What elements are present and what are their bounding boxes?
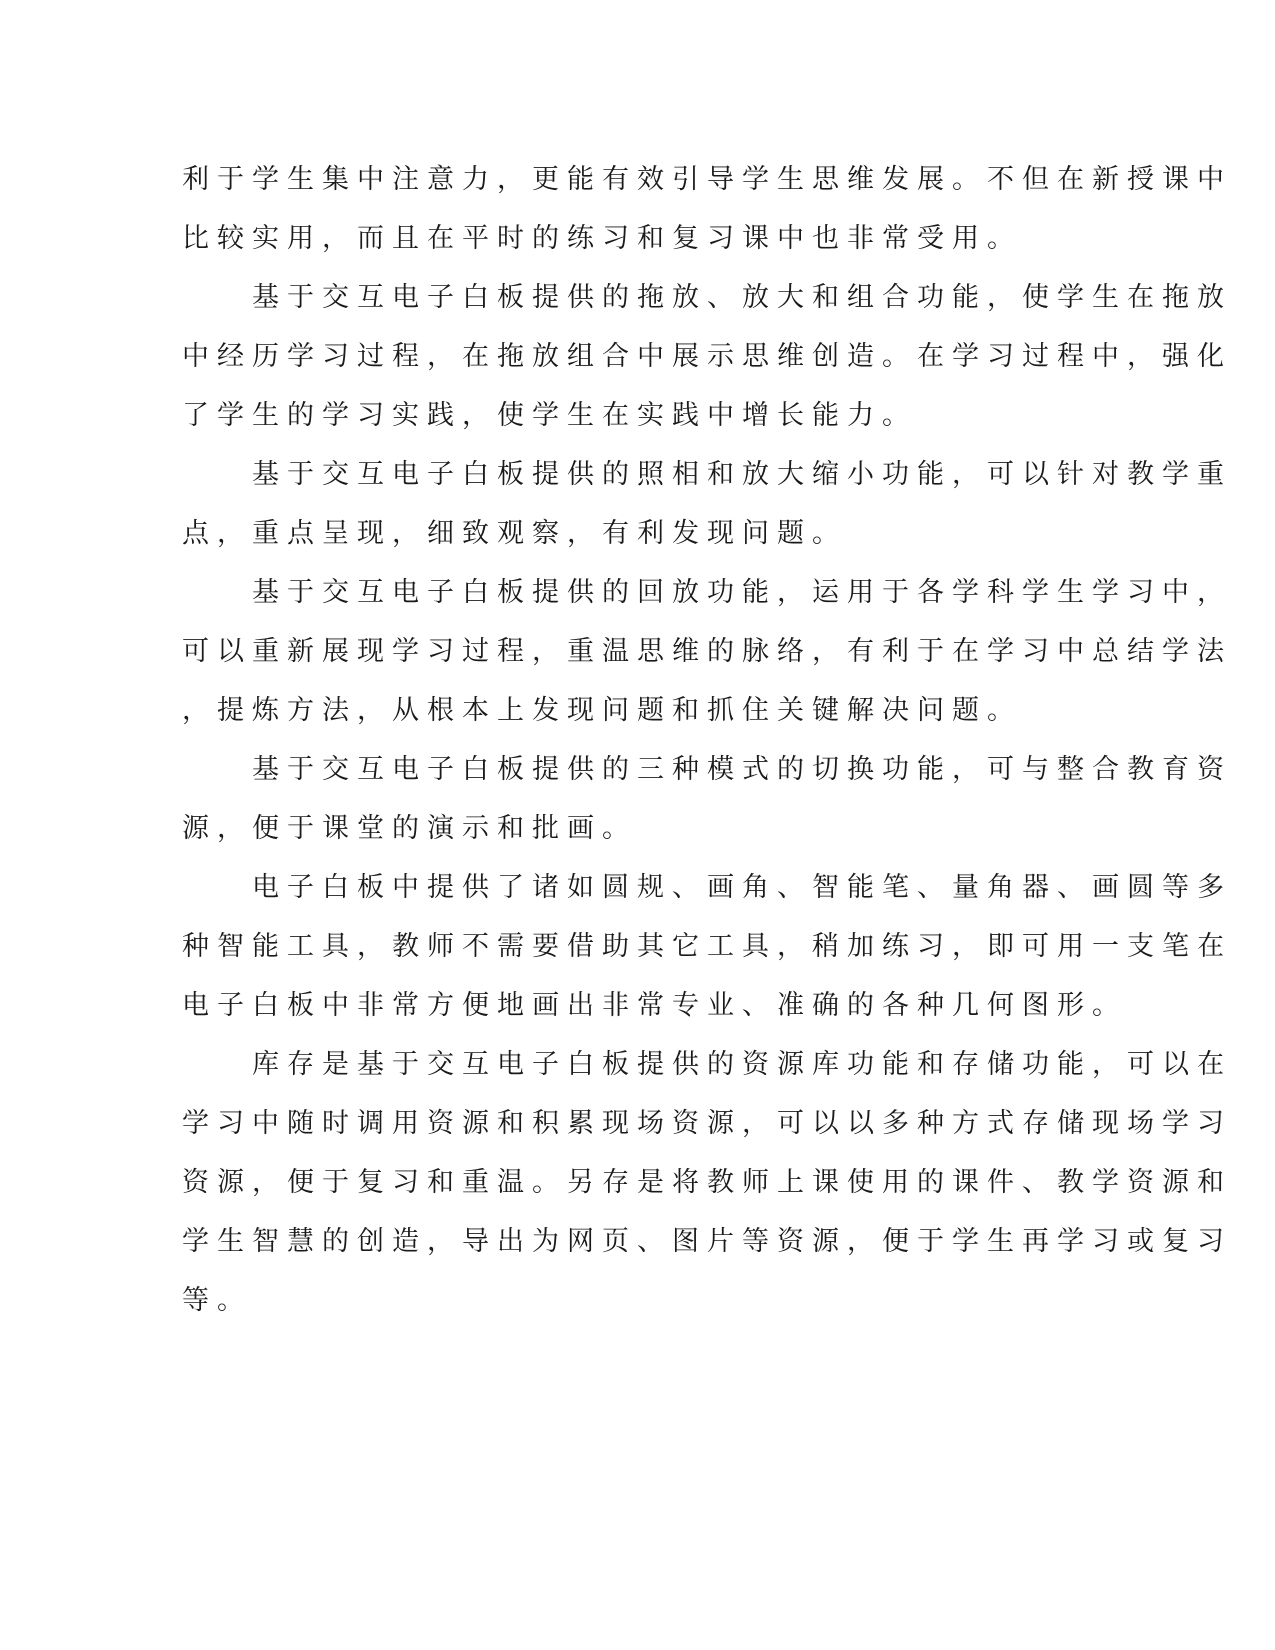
text-line: 学生智慧的创造，导出为网页、图片等资源，便于学生再学习或复习 bbox=[182, 1226, 1232, 1257]
text-line: 电子白板中非常方便地画出非常专业、准确的各种几何图形。 bbox=[182, 990, 1127, 1021]
text-line: 可以重新展现学习过程，重温思维的脉络，有利于在学习中总结学法 bbox=[182, 636, 1232, 667]
text-line: 点，重点呈现，细致观察，有利发现问题。 bbox=[182, 518, 847, 549]
text-line: 种智能工具，教师不需要借助其它工具，稍加练习，即可用一支笔在 bbox=[182, 931, 1232, 962]
paragraph-start-line: 基于交互电子白板提供的三种模式的切换功能，可与整合教育资 bbox=[252, 754, 1232, 785]
text-line: 中经历学习过程，在拖放组合中展示思维创造。在学习过程中，强化 bbox=[182, 341, 1232, 372]
paragraph-start-line: 基于交互电子白板提供的拖放、放大和组合功能，使学生在拖放 bbox=[252, 282, 1232, 313]
text-line: 学习中随时调用资源和积累现场资源，可以以多种方式存储现场学习 bbox=[182, 1108, 1232, 1139]
text-line: 资源，便于复习和重温。另存是将教师上课使用的课件、教学资源和 bbox=[182, 1167, 1232, 1198]
paragraph-start-line: 电子白板中提供了诸如圆规、画角、智能笔、量角器、画圆等多 bbox=[252, 872, 1232, 903]
text-line: 利于学生集中注意力，更能有效引导学生思维发展。不但在新授课中 bbox=[182, 164, 1232, 195]
text-line: ，提炼方法，从根本上发现问题和抓住关键解决问题。 bbox=[182, 695, 1022, 726]
text-line: 源，便于课堂的演示和批画。 bbox=[182, 813, 637, 844]
text-line: 等。 bbox=[182, 1285, 252, 1316]
text-line: 了学生的学习实践，使学生在实践中增长能力。 bbox=[182, 400, 917, 431]
paragraph-start-line: 库存是基于交互电子白板提供的资源库功能和存储功能，可以在 bbox=[252, 1049, 1232, 1080]
paragraph-start-line: 基于交互电子白板提供的照相和放大缩小功能，可以针对教学重 bbox=[252, 459, 1232, 490]
text-line: 比较实用，而且在平时的练习和复习课中也非常受用。 bbox=[182, 223, 1022, 254]
paragraph-start-line: 基于交互电子白板提供的回放功能，运用于各学科学生学习中， bbox=[252, 577, 1232, 608]
